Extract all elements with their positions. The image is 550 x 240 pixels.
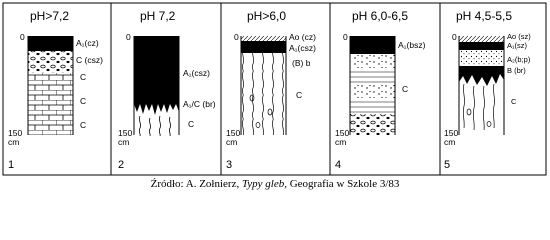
depth-bottom-label: 150 — [444, 128, 459, 138]
depth-unit-label: cm — [8, 137, 20, 147]
horizon-label: (B) b — [292, 58, 311, 68]
horizon-a1-dark — [28, 36, 73, 51]
profile-number: 2 — [118, 159, 125, 171]
horizon-c-brick — [28, 73, 73, 135]
horizon-label: A₂(b;p) — [507, 55, 531, 64]
profile-number: 1 — [8, 159, 15, 171]
horizon-ao-litter — [459, 36, 504, 42]
caption-prefix: Źródło: A. Zołnierz, — [150, 178, 242, 190]
horizon-label: C — [402, 84, 409, 94]
horizon-label: C — [188, 119, 195, 129]
ph-label: pH 6,0-6,5 — [352, 9, 409, 23]
horizon-label: A₁(cz) — [76, 38, 99, 48]
horizon-label: A₁(sz) — [507, 41, 528, 50]
horizon-label: C — [80, 96, 87, 106]
depth-top-label: 0 — [452, 32, 457, 42]
horizon-label: Ao (sz) — [507, 32, 531, 41]
depth-top-label: 0 — [234, 32, 239, 42]
depth-unit-label: cm — [335, 137, 347, 147]
horizon-a1-dark — [241, 41, 286, 53]
horizon-label: C (csz) — [76, 55, 103, 65]
horizon-label: C — [296, 90, 303, 100]
depth-bottom-label: 150 — [118, 128, 133, 138]
depth-unit-label: cm — [118, 137, 130, 147]
horizon-a1-dark — [350, 36, 395, 54]
depth-top-label: 0 — [126, 32, 131, 42]
ph-label: pH 4,5-5,5 — [456, 9, 513, 23]
depth-unit-label: cm — [226, 137, 238, 147]
horizon-label: C — [80, 72, 87, 82]
caption-title: Typy gleb — [241, 178, 285, 190]
horizon-label: A₁(csz) — [289, 43, 316, 53]
horizon-a1-dark — [459, 42, 504, 50]
depth-top-label: 0 — [343, 32, 348, 42]
figure-caption — [0, 178, 550, 190]
ph-label: pH 7,2 — [140, 9, 176, 23]
depth-bottom-label: 150 — [335, 128, 350, 138]
horizon-label: A₁(csz) — [183, 68, 210, 78]
depth-top-label: 0 — [20, 32, 25, 42]
profile-number: 5 — [444, 159, 451, 171]
horizon-c-stones — [28, 51, 73, 73]
depth-bottom-label: 150 — [8, 128, 23, 138]
horizon-label: B (br) — [507, 66, 526, 75]
profile-number: 4 — [335, 159, 342, 171]
horizon-c-bands — [350, 68, 395, 84]
horizon-a2-bleached — [459, 50, 504, 66]
profile-number: 3 — [226, 159, 233, 171]
horizon-c-bands — [350, 98, 395, 114]
depth-bottom-label: 150 — [226, 128, 241, 138]
horizon-label: C — [80, 120, 87, 130]
ph-label: pH>6,0 — [247, 9, 287, 23]
ph-label: pH>7,2 — [30, 9, 70, 23]
horizon-a1-dark — [134, 36, 179, 104]
horizon-label: Ao (cz) — [289, 32, 316, 42]
horizon-c-gravel — [350, 114, 395, 135]
horizon-b-roots — [241, 53, 286, 135]
horizon-c-sand-dots — [350, 84, 395, 98]
horizon-label: A₁(bsz) — [398, 40, 426, 50]
caption-suffix: , Geografia w Szkole 3/83 — [284, 178, 400, 190]
horizon-label: A₁/C (br) — [183, 99, 216, 109]
horizon-c-sand-dots — [350, 54, 395, 68]
horizon-label: C — [511, 97, 517, 106]
depth-unit-label: cm — [444, 137, 456, 147]
horizon-ao-litter — [241, 36, 286, 41]
